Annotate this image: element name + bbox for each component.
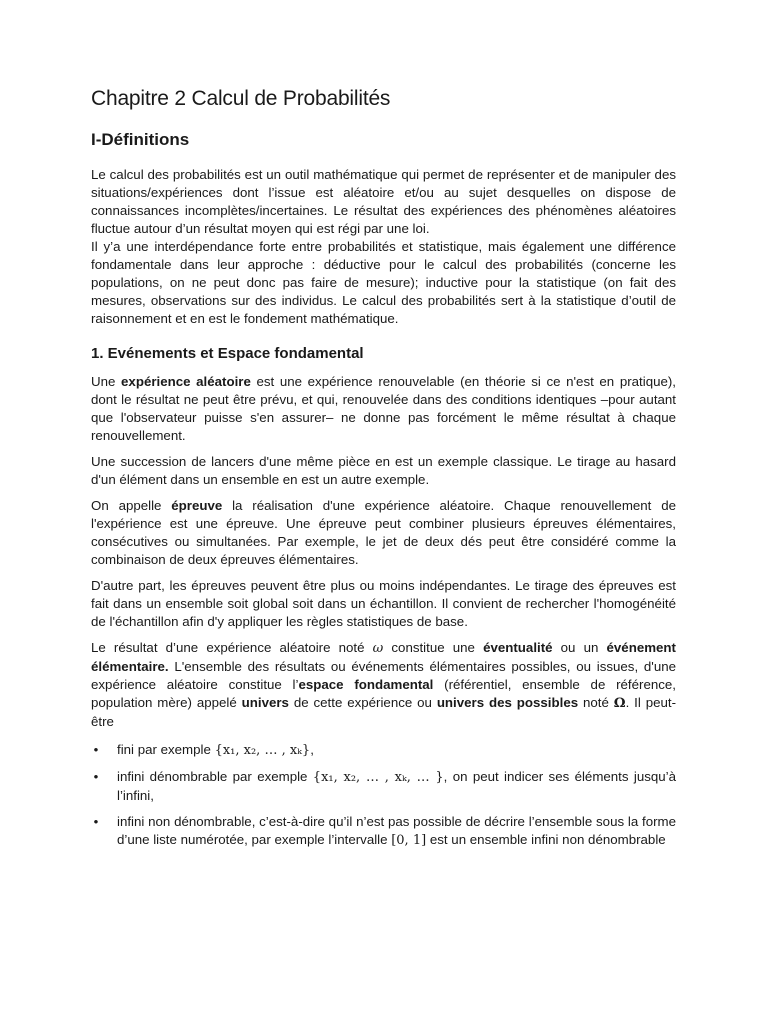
term-experience-aleatoire: expérience aléatoire	[121, 374, 251, 389]
term-espace-fondamental: espace fondamental	[298, 677, 434, 692]
text-fragment: constitue une	[383, 640, 484, 655]
paragraph-independantes: D'autre part, les épreuves peuvent être plus ou moins indépendantes. Le tirage des épreuves est fait dans un ensemble soit global soit dans un échantillon. Il convient de rechercher l'homogénéité de l'échantillon afin d'y appliquer les règles statistiques de base.	[91, 578, 676, 629]
text-fragment: L'ensemble des résultats ou événements élémentaires possibles, ou issues, d'une expérience aléatoire constitue l’	[91, 659, 676, 692]
paragraph-epreuve	[91, 497, 676, 569]
paragraph-succession: Une succession de lancers d'une même pièce en est un exemple classique. Le tirage au hasard d'un élément dans un ensemble en est un autre exemple.	[91, 454, 676, 487]
bullet-icon: •	[93, 742, 99, 757]
text-fragment: Une	[91, 374, 122, 389]
math-interval: [0, 1]	[391, 833, 427, 848]
paragraph-resultat	[91, 639, 676, 731]
text-fragment: ,	[310, 742, 314, 757]
text-fragment: ou un	[552, 640, 607, 655]
text-fragment: fini par exemple	[117, 742, 215, 757]
paragraph-experience-aleatoire	[91, 373, 676, 445]
text-fragment: On appelle	[91, 498, 172, 513]
subsection-heading-events: 1. Evénements et Espace fondamental	[91, 345, 364, 362]
text-fragment: . Il peut-être	[91, 695, 677, 729]
text-fragment: noté	[578, 695, 614, 710]
list-item-infini-non-denombrable	[91, 813, 676, 850]
text-fragment: est un ensemble infini non dénombrable	[426, 832, 666, 847]
text-fragment: Le résultat d’une expérience aléatoire noté	[91, 640, 373, 655]
list-item-infini-denombrable	[91, 768, 676, 805]
text-fragment: , on peut indicer ses éléments jusqu’à l’infini,	[117, 769, 676, 803]
list-item-fini	[91, 741, 676, 760]
bullet-icon: •	[93, 814, 99, 829]
text-fragment: (référentiel, ensemble de référence, population mère) appelé	[91, 677, 676, 710]
document-page	[91, 84, 676, 850]
term-eventualite: éventualité	[483, 640, 553, 655]
term-univers: univers	[241, 695, 289, 710]
omega-capital-symbol: Ω	[613, 696, 626, 711]
text-fragment: infini dénombrable par exemple	[117, 769, 313, 784]
math-set-finite: {x₁, x₂, … , xₖ}	[214, 743, 311, 758]
text-fragment: infini non dénombrable, c’est-à-dire qu’il n’est pas possible de décrire l’ensemble sous la forme d’une liste numérotée, par exemple l’intervalle	[117, 814, 676, 847]
chapter-title: Chapitre 2 Calcul de Probabilités	[91, 87, 391, 110]
text-fragment: de cette expérience ou	[288, 695, 437, 710]
intro-paragraph-1: Le calcul des probabilités est un outil mathématique qui permet de représenter et de manipuler des situations/expériences dont l’issue est aléatoire et/ou au sujet desquelles on dispose de connaissances incomplètes/incertaines. Le résultat des expériences des phénomènes aléatoires fluctue autour d’un résultat moyen qui est régi par une loi.	[91, 167, 676, 236]
text-fragment: est une expérience renouvelable (en théorie si ce n'est en pratique), dont le résultat ne peut être prévu, et qui, renouvelée dans des conditions identiques –pour autant que l'observateur puisse s'en assurer– ne donne pas forcément le même résultat à chaque renouvellement.	[91, 374, 677, 443]
omega-symbol: ω	[372, 641, 384, 656]
term-evenement-elementaire: événement élémentaire.	[91, 640, 676, 674]
universe-types-list	[91, 741, 676, 850]
math-set-countable: {x₁, x₂, … , xₖ, … }	[312, 770, 444, 785]
term-univers-des-possibles: univers des possibles	[436, 695, 579, 710]
text-fragment: la réalisation d'une expérience aléatoire. Chaque renouvellement de l'expérience est une épreuve. Une épreuve peut combiner plusieurs épreuves élémentaires, consécutives ou simultanées. Par exemple, le jet de deux dés peut être considéré comme la combinaison de deux épreuves élémentaires.	[91, 498, 676, 567]
bullet-icon: •	[93, 769, 99, 784]
intro-paragraph-2: Il y’a une interdépendance forte entre probabilités et statistique, mais également une différence fondamentale dans leur approche : déductive pour le calcul des probabilités (concerne les populations, on ne peut donc pas faire de mesure); inductive pour la statistique (on fait des mesures, observations sur des individus. Le calcul des probabilités sert à la statistique d’outil de raisonnement et en est le fondement mathématique.	[91, 239, 676, 326]
section-heading-definitions: I-Définitions	[91, 130, 190, 149]
term-epreuve: épreuve	[171, 498, 223, 513]
